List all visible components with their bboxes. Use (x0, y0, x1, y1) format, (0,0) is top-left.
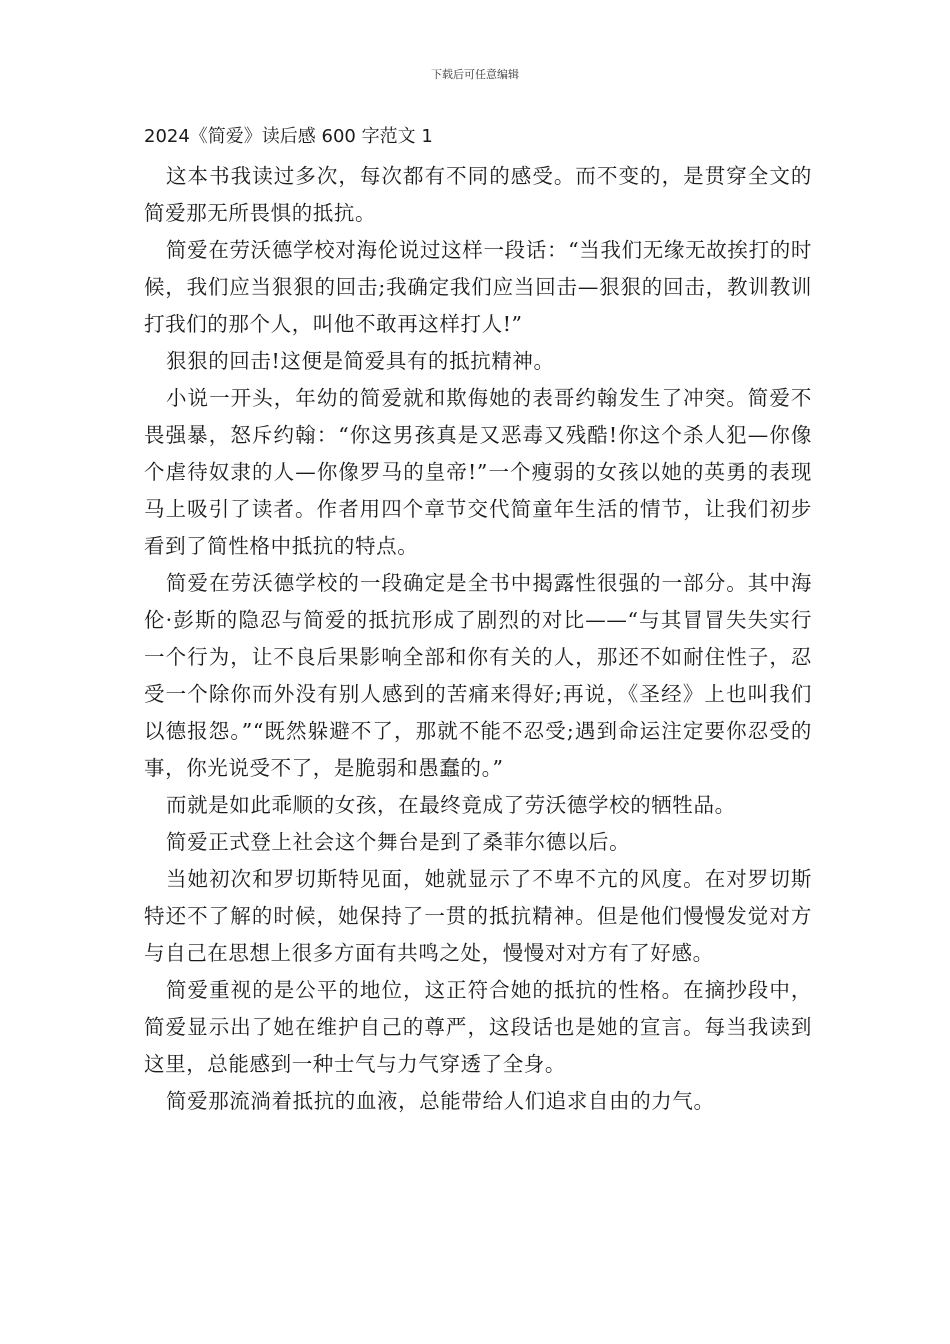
paragraph-10: 简爱那流淌着抵抗的血液，总能带给人们追求自由的力气。 (166, 1089, 715, 1113)
paragraph-5: 简爱在劳沃德学校的一段确定是全书中揭露性很强的一部分。其中海伦·彭斯的隐忍与简爱的抵抗形成了剧烈的对比——“与其冒冒失失实行一个行为，让不良后果影响全部和你有关的人，那还不如耐住性子，忍受一个除你而外没有别人感到的苦痛来得好;再说，《圣经》上也叫我们以德报怨。”“既然躲避不了，那就不能不忍受;遇到命运注定要你忍受的事，你光说受不了，是脆弱和愚蠢的。” (144, 571, 812, 780)
paragraph-3: 狠狠的回击!这便是简爱具有的抵抗精神。 (166, 349, 555, 373)
document-title: 2024《简爱》读后感 600 字范文 1 (144, 126, 433, 147)
paragraph-4: 小说一开头，年幼的简爱就和欺侮她的表哥约翰发生了冲突。简爱不畏强暴，怒斥约翰：“你这男孩真是又恶毒又残酷!你这个杀人犯—你像个虐待奴隶的人—你像罗马的皇帝!”一个瘦弱的女孩以她的英勇的表现马上吸引了读者。作者用四个章节交代简童年生活的情节，让我们初步看到了简性格中抵抗的特点。 (144, 386, 812, 558)
paragraph-2: 简爱在劳沃德学校对海伦说过这样一段话：“当我们无缘无故挨打的时候，我们应当狠狠的回击;我确定我们应当回击—狠狠的回击，教训教训打我们的那个人，叫他不敢再这样打人!” (144, 238, 812, 336)
paragraph-6: 而就是如此乖顺的女孩，在最终竟成了劳沃德学校的牺牲品。 (166, 793, 736, 817)
paragraph-1: 这本书我读过多次，每次都有不同的感受。而不变的，是贯穿全文的简爱那无所畏惧的抵抗。 (144, 164, 812, 225)
document-body (144, 124, 812, 1120)
paragraph-8: 当她初次和罗切斯特见面，她就显示了不卑不亢的风度。在对罗切斯特还不了解的时候，她保持了一贯的抵抗精神。但是他们慢慢发觉对方与自己在思想上很多方面有共鸣之处，慢慢对对方有了好感。 (144, 867, 812, 965)
page-header: 下载后可任意编辑 (431, 68, 519, 81)
paragraph-9: 简爱重视的是公平的地位，这正符合她的抵抗的性格。在摘抄段中，简爱显示出了她在维护自己的尊严，这段话也是她的宣言。每当我读到这里，总能感到一种士气与力气穿透了全身。 (144, 978, 812, 1076)
paragraph-7: 简爱正式登上社会这个舞台是到了桑菲尔德以后。 (166, 830, 631, 854)
